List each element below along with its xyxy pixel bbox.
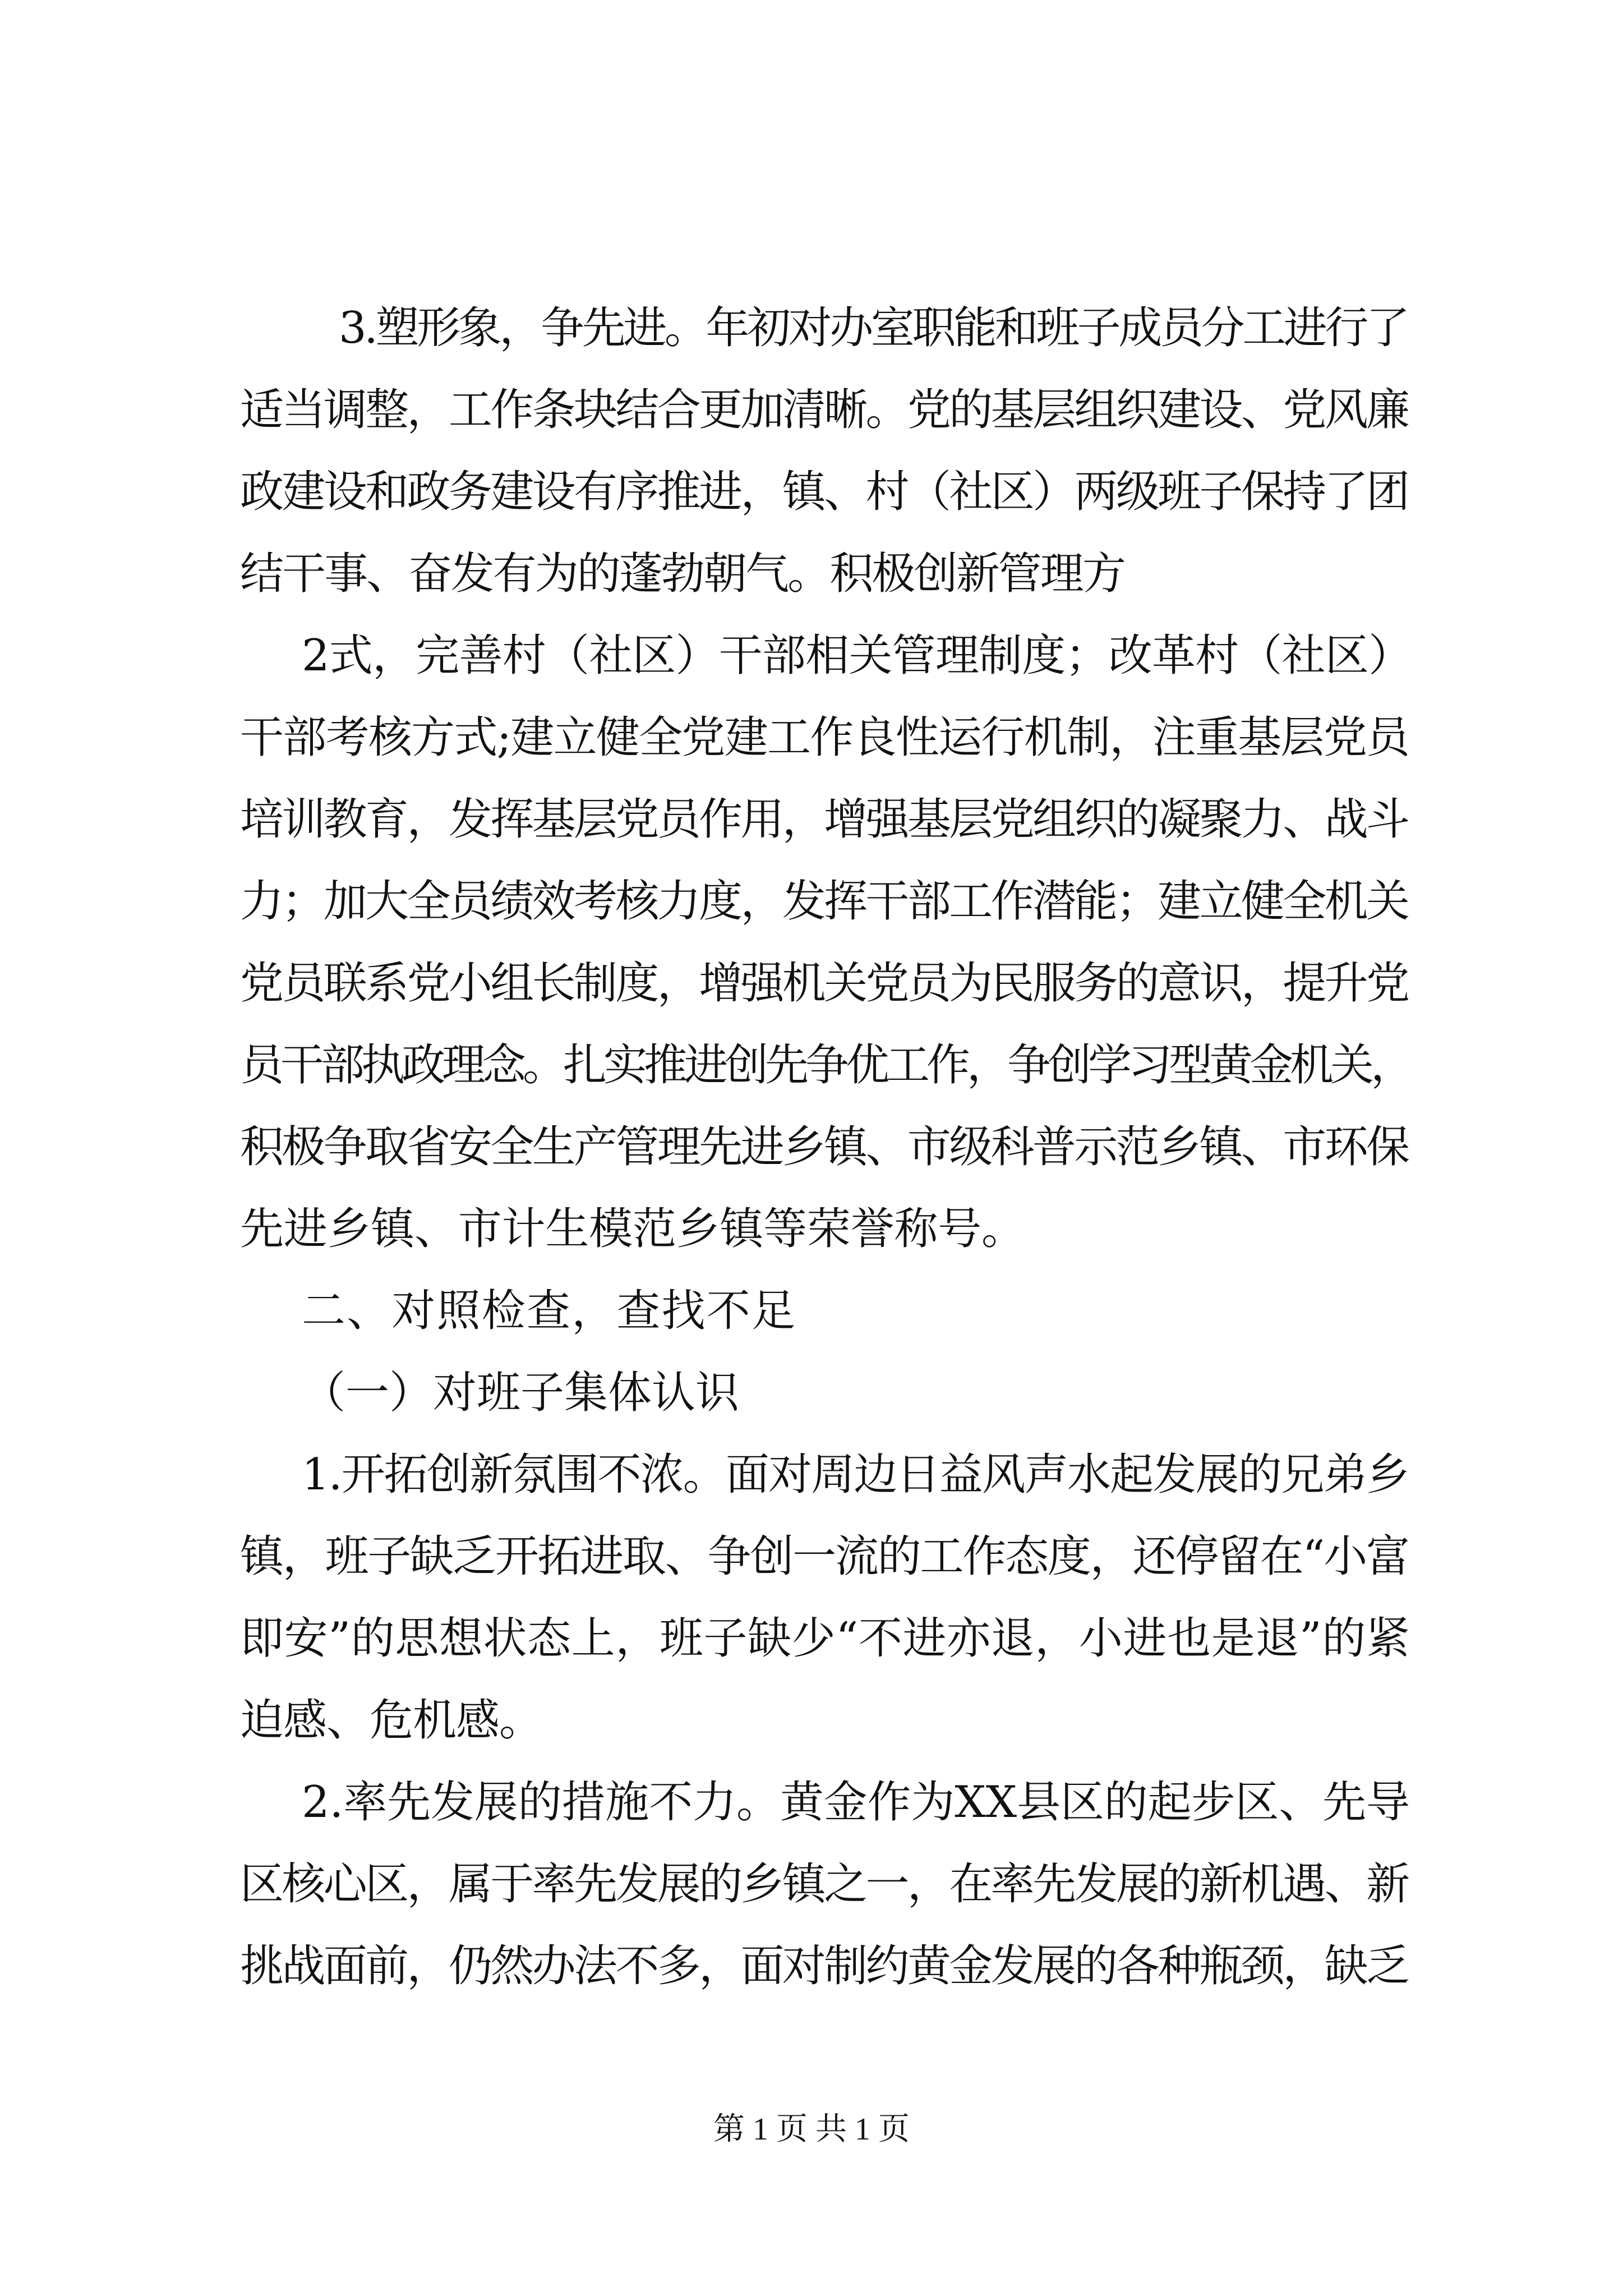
paragraph-line: 力；加大全员绩效考核力度，发挥干部工作潜能；建立健全机关 (240, 876, 1408, 927)
paragraph-line: 培训教育，发挥基层党员作用，增强基层党组织的凝聚力、战斗 (240, 794, 1408, 845)
paragraph-line: 3.塑形象，争先进。年初对办室职能和班子成员分工进行了 (339, 303, 1408, 353)
paragraph-line: 即安”的思想状态上，班子缺少“不进亦退，小进也是退”的紧 (240, 1613, 1410, 1664)
paragraph-line: 政建设和政务建设有序推进，镇、村（社区）两级班子保持了团 (240, 467, 1408, 517)
subsection-heading: （一）对班子集体认识 (302, 1368, 739, 1418)
paragraph-line: 结干事、奋发有为的蓬勃朝气。积极创新管理方 (240, 549, 1125, 599)
paragraph-line: 员干部执政理念。扎实推进创先争优工作，争创学习型黄金机关， (240, 1040, 1412, 1091)
paragraph-line: 镇，班子缺乏开拓进取、争创一流的工作态度，还停留在“小富 (240, 1531, 1409, 1582)
paragraph-line: 1.开拓创新氛围不浓。面对周边日益风声水起发展的兄弟乡 (302, 1450, 1409, 1500)
paragraph-line: 党员联系党小组长制度，增强机关党员为民服务的意识，提升党 (240, 958, 1408, 1009)
paragraph-line: 2.率先发展的措施不力。黄金作为XX县区的起步区、先导 (302, 1777, 1410, 1828)
paragraph-line: 2式，完善村（社区）干部相关管理制度；改革村（社区） (302, 631, 1412, 681)
paragraph-line: 适当调整，工作条块结合更加清晰。党的基层组织建设、党风廉 (240, 385, 1408, 435)
paragraph-line: 区核心区，属于率先发展的乡镇之一，在率先发展的新机遇、新 (240, 1859, 1408, 1910)
paragraph-line: 先进乡镇、市计生模范乡镇等荣誉称号。 (240, 1204, 1025, 1254)
paragraph-line: 干部考核方式;建立健全党建工作良性运行机制，注重基层党员 (240, 712, 1409, 763)
section-heading: 二、对照检查，查找不足 (302, 1286, 797, 1336)
paragraph-line: 迫感、危机感。 (240, 1695, 542, 1746)
paragraph-line: 积极争取省安全生产管理先进乡镇、市级科普示范乡镇、市环保 (240, 1122, 1408, 1172)
paragraph-line: 挑战面前，仍然办法不多，面对制约黄金发展的各种瓶颈，缺乏 (240, 1941, 1408, 1991)
page-number-footer: 第 1 页 共 1 页 (713, 2112, 910, 2147)
